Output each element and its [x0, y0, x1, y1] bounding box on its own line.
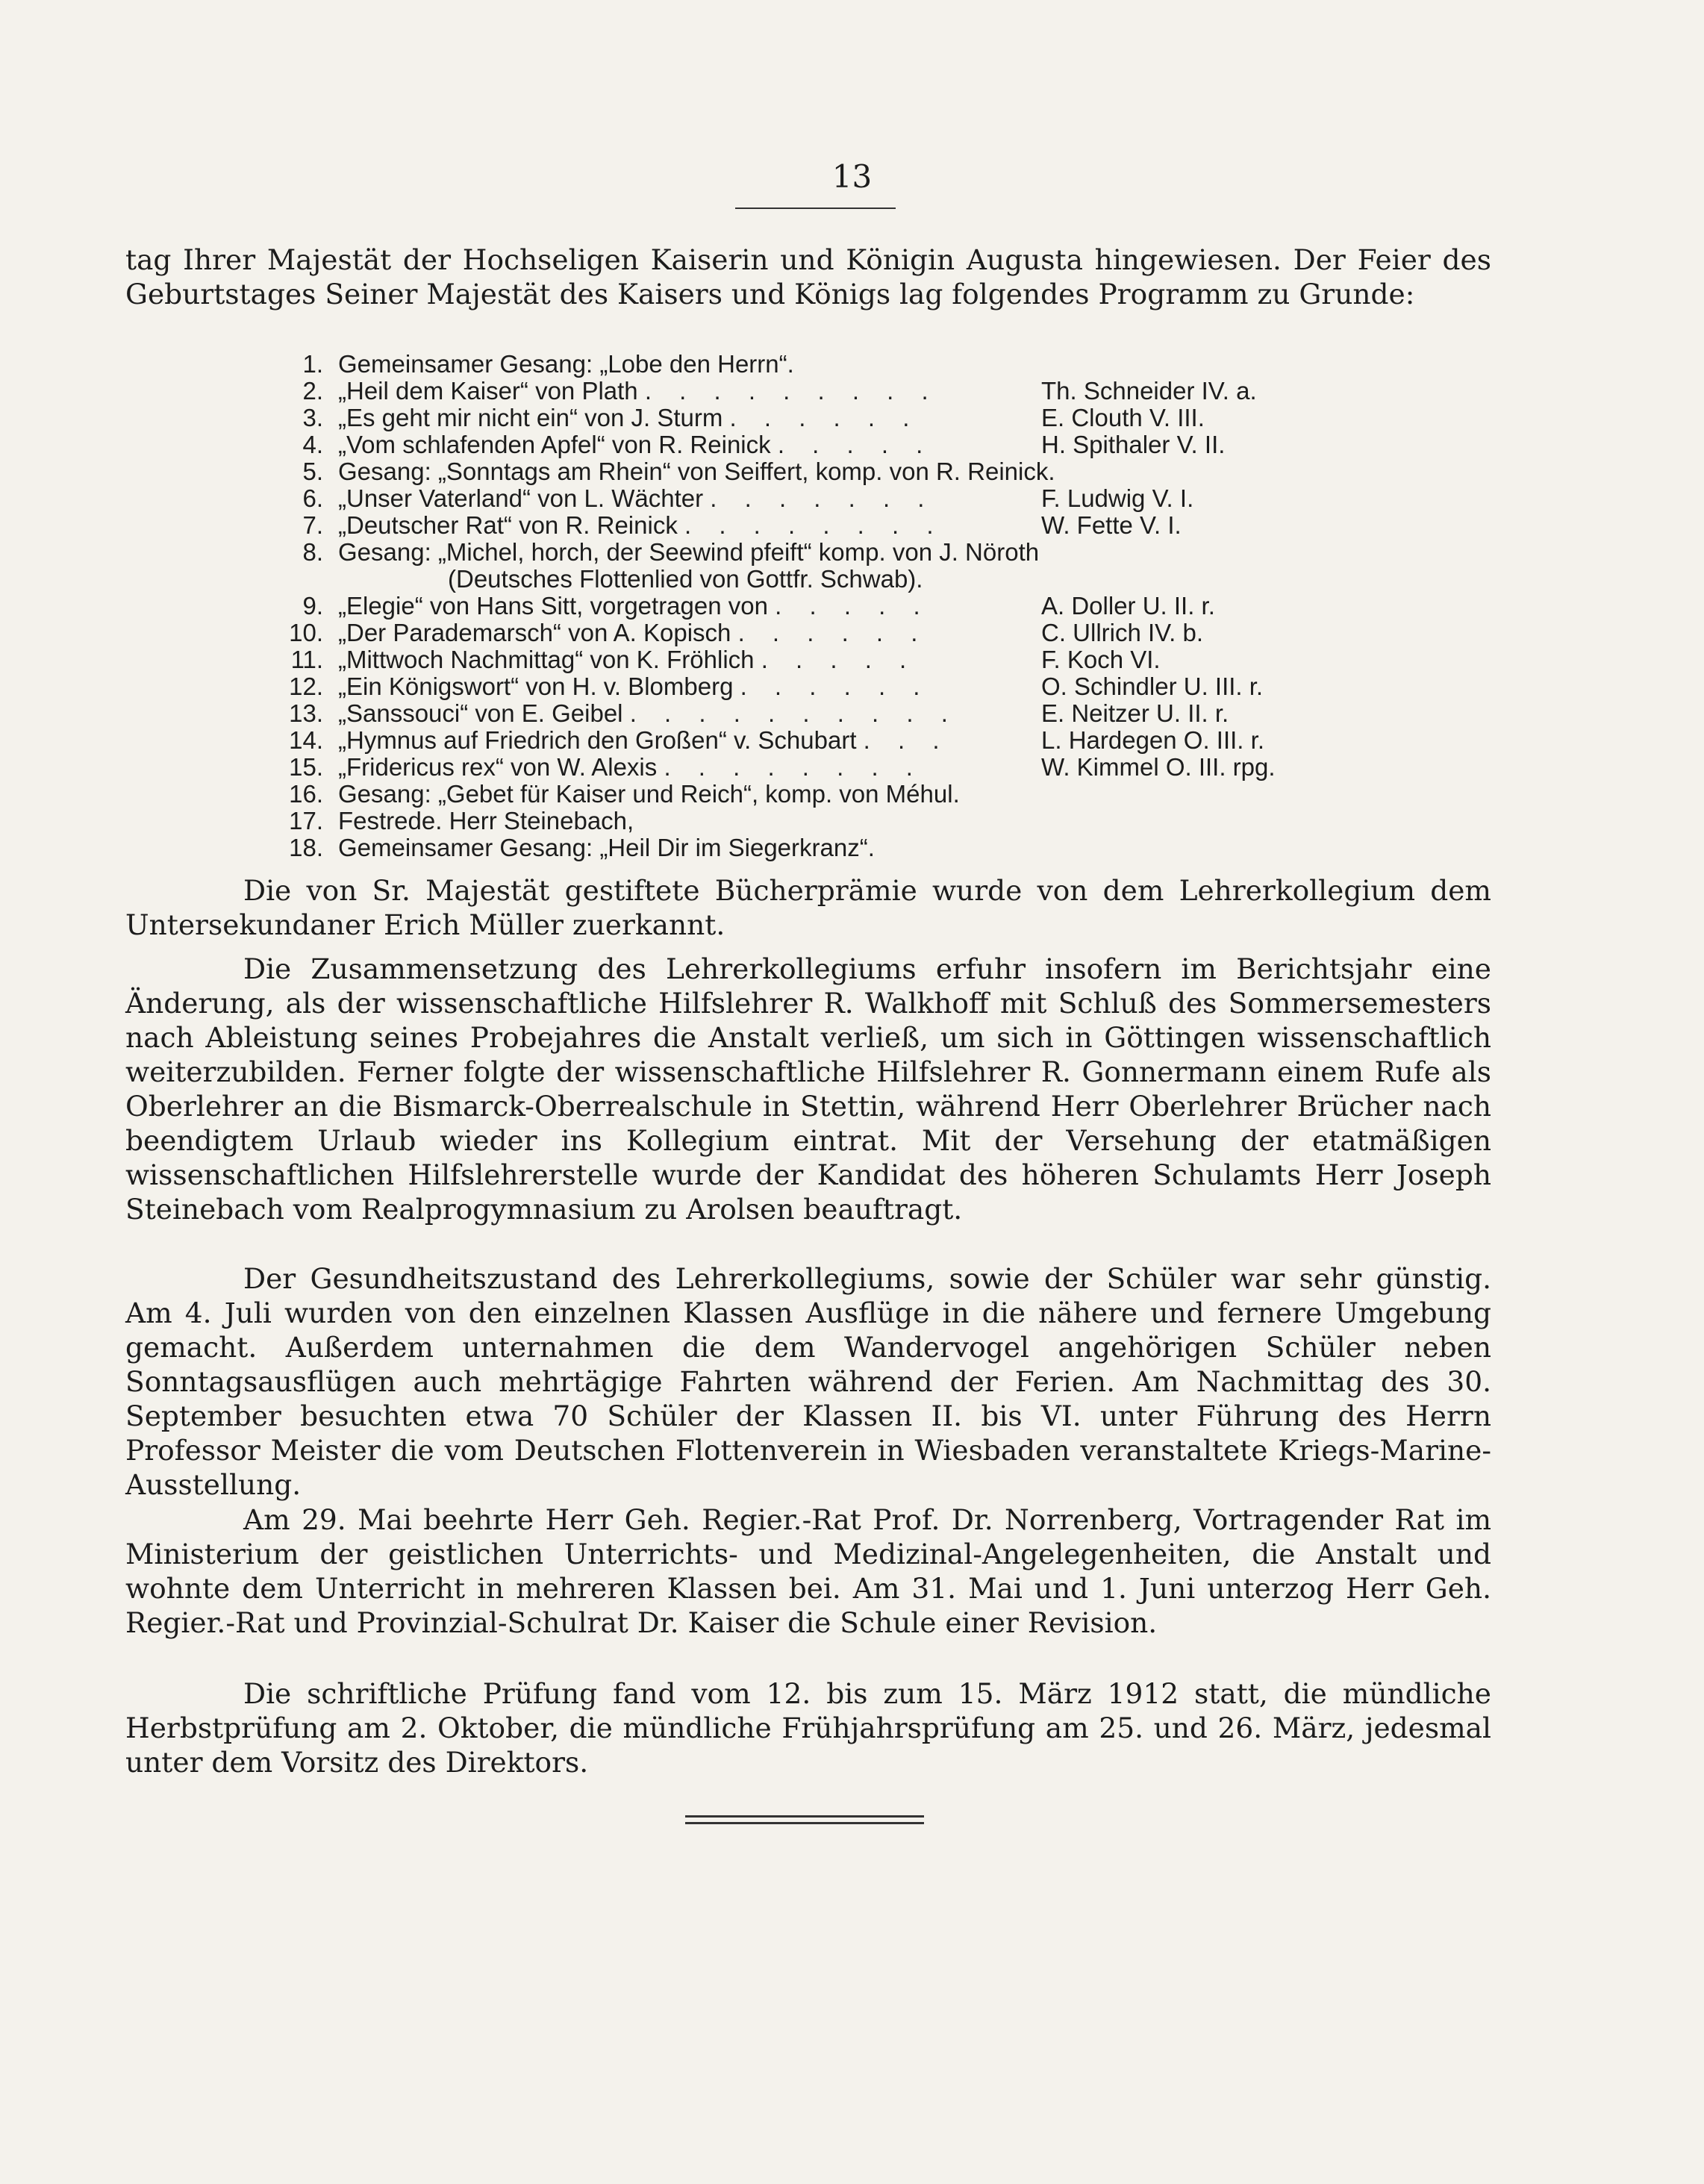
page-number-rule [735, 208, 896, 209]
program-item-text: Gemeinsamer Gesang: „Lobe den Herrn“. [338, 350, 794, 378]
program-item-text: „Deutscher Rat“ von R. Reinick . . . . . . . . [338, 511, 944, 539]
program-item-number: 11. [290, 646, 323, 673]
program-item-performer: F. Ludwig V. I. [1041, 484, 1194, 512]
program-item-number: 1. [302, 350, 323, 378]
program-item [0, 673, 1704, 700]
program-item [0, 566, 1704, 593]
program-item-text: „Es geht mir nicht ein“ von J. Sturm . . . . . . [338, 404, 920, 431]
page-number: 13 [831, 158, 873, 195]
program-item-performer: C. Ullrich IV. b. [1041, 619, 1204, 646]
program-item-performer: E. Clouth V. III. [1041, 404, 1205, 431]
program-item [0, 512, 1704, 539]
program-item [0, 700, 1704, 727]
program-item [0, 378, 1704, 405]
program-item-text: „Vom schlafenden Apfel“ von R. Reinick . . . . . [338, 431, 934, 458]
program-item-text: Gesang: „Michel, horch, der Seewind pfeift“ komp. von J. Nöroth [338, 538, 1040, 566]
program-item-number: 2. [302, 377, 323, 405]
paragraph-faculty-changes: Die Zusammensetzung des Lehrerkollegiums erfuhr insofern im Berichtsjahr eine Änderung, als der wissenschaftliche Hilfslehrer R. Walkhoff mit Schluß des Sommersemesters nach Ableistung seines Probejahres die Anstalt verließ, um sich in Göttingen wissenschaftlich weiterzubilden. Ferner folgte der wissenschaftliche Hilfslehrer R. Gonnermann einem Rufe als Oberlehrer an die Bismarck-Oberrealschule in Stettin, während Herr Oberlehrer Brücher nach beendigtem Urlaub wieder ins Kollegium eintrat. Mit der Versehung der etatmäßigen wissenschaftlichen Hilfslehrerstelle wurde der Kandidat des höheren Schulamts Herr Joseph Steinebach vom Realprogymnasium zu Arolsen beauftragt. [125, 952, 1491, 1226]
program-item-text: Gesang: „Gebet für Kaiser und Reich“, komp. von Méhul. [338, 780, 960, 808]
program-item-text: Gemeinsamer Gesang: „Heil Dir im Siegerkranz“. [338, 834, 875, 861]
program-item-number: 8. [302, 538, 323, 566]
program-item-performer: W. Kimmel O. III. rpg. [1041, 753, 1276, 781]
intro-paragraph: tag Ihrer Majestät der Hochseligen Kaiserin und Königin Augusta hingewiesen. Der Feier des Geburtstages Seiner Majestät des Kaisers und Königs lag folgendes Programm zu Grunde: [125, 243, 1491, 311]
program-item-performer: O. Schindler U. III. r. [1041, 673, 1264, 700]
program-item-number: 7. [302, 511, 323, 539]
paragraph-examinations: Die schriftliche Prüfung fand vom 12. bis zum 15. März 1912 statt, die mündliche Herbstprüfung am 2. Oktober, die mündliche Frühjahrsprüfung am 25. und 26. März, jedesmal unter dem Vorsitz des Direktors. [125, 1677, 1491, 1779]
paragraph-inspection: Am 29. Mai beehrte Herr Geh. Regier.-Rat Prof. Dr. Norrenberg, Vortragender Rat im Ministerium der geistlichen Unterrichts- und Medizinal-Angelegenheiten, die Anstalt und wohnte dem Unterricht in mehreren Klassen bei. Am 31. Mai und 1. Juni unterzog Herr Geh. Regier.-Rat und Provinzial-Schulrat Dr. Kaiser die Schule einer Revision. [125, 1503, 1491, 1639]
program-item-performer: W. Fette V. I. [1041, 511, 1182, 539]
program-item [0, 539, 1704, 566]
paragraph-health-excursions: Der Gesundheitszustand des Lehrerkollegiums, sowie der Schüler war sehr günstig. Am 4. Juli wurden von den einzelnen Klassen Ausflüge in die nähere und fernere Umgebung gemacht. Außerdem unternahmen die dem Wandervogel angehörigen Schüler neben Sonntagsausflügen auch mehrtägige Fahrten während der Ferien. Am Nachmittag des 30. September besuchten etwa 70 Schüler der Klassen II. bis VI. unter Führung des Herrn Professor Meister die vom Deutschen Flottenverein in Wiesbaden veranstaltete Kriegs-Marine-Ausstellung. [125, 1262, 1491, 1501]
program-item-number: 13. [289, 699, 323, 727]
program-item-performer: L. Hardegen O. III. r. [1041, 726, 1264, 754]
program-item-text: (Deutsches Flottenlied von Gottfr. Schwab). [448, 565, 923, 593]
program-item [0, 458, 1704, 485]
program-item-number: 17. [289, 807, 323, 834]
program-item-text: „Heil dem Kaiser“ von Plath . . . . . . . . . [338, 377, 939, 405]
program-item-number: 10. [289, 619, 323, 646]
program-item-text: „Fridericus rex“ von W. Alexis . . . . . . . . [338, 753, 923, 781]
program-item-text: „Mittwoch Nachmittag“ von K. Fröhlich . . . . . [338, 646, 917, 673]
program-item-performer: H. Spithaler V. II. [1041, 431, 1226, 458]
program-item [0, 351, 1704, 378]
end-double-rule [685, 1815, 924, 1829]
program-item-number: 4. [302, 431, 323, 458]
program-item [0, 593, 1704, 620]
program-item-performer: Th. Schneider IV. a. [1041, 377, 1257, 405]
program-item [0, 727, 1704, 754]
program-item-text: „Sanssouci“ von E. Geibel . . . . . . . . . . [338, 699, 958, 727]
program-item [0, 646, 1704, 673]
program-item-number: 16. [289, 780, 323, 808]
program-item [0, 781, 1704, 808]
program-item-number: 14. [289, 726, 323, 754]
program-item-performer: A. Doller U. II. r. [1041, 592, 1215, 620]
program-item [0, 754, 1704, 781]
program-item [0, 485, 1704, 512]
program-item [0, 405, 1704, 431]
program-item-text: Gesang: „Sonntags am Rhein“ von Seiffert, komp. von R. Reinick. [338, 458, 1055, 485]
program-item-text: „Ein Königswort“ von H. v. Blomberg . . . . . . [338, 673, 931, 700]
program-item-number: 5. [302, 458, 323, 485]
program-item-text: „Hymnus auf Friedrich den Großen“ v. Schubart . . . [338, 726, 950, 754]
program-item-text: „Unser Vaterland“ von L. Wächter . . . . . . . [338, 484, 935, 512]
program-item [0, 808, 1704, 834]
program-item [0, 620, 1704, 646]
program-item-text: Festrede. Herr Steinebach, [338, 807, 634, 834]
program-item-number: 15. [289, 753, 323, 781]
program-item-performer: E. Neitzer U. II. r. [1041, 699, 1229, 727]
program-item-number: 9. [302, 592, 323, 620]
program-item [0, 431, 1704, 458]
program-item-text: „Elegie“ von Hans Sitt, vorgetragen von . . . . . [338, 592, 931, 620]
program-item [0, 834, 1704, 861]
program-item-number: 12. [289, 673, 323, 700]
program-item-number: 6. [302, 484, 323, 512]
program-item-text: „Der Parademarsch“ von A. Kopisch . . . . . . [338, 619, 929, 646]
program-item-number: 3. [302, 404, 323, 431]
paragraph-book-prize: Die von Sr. Majestät gestiftete Bücherprämie wurde von dem Lehrerkollegium dem Untersekundaner Erich Müller zuerkannt. [125, 874, 1491, 941]
program-item-performer: F. Koch VI. [1041, 646, 1161, 673]
program-item-number: 18. [289, 834, 323, 861]
